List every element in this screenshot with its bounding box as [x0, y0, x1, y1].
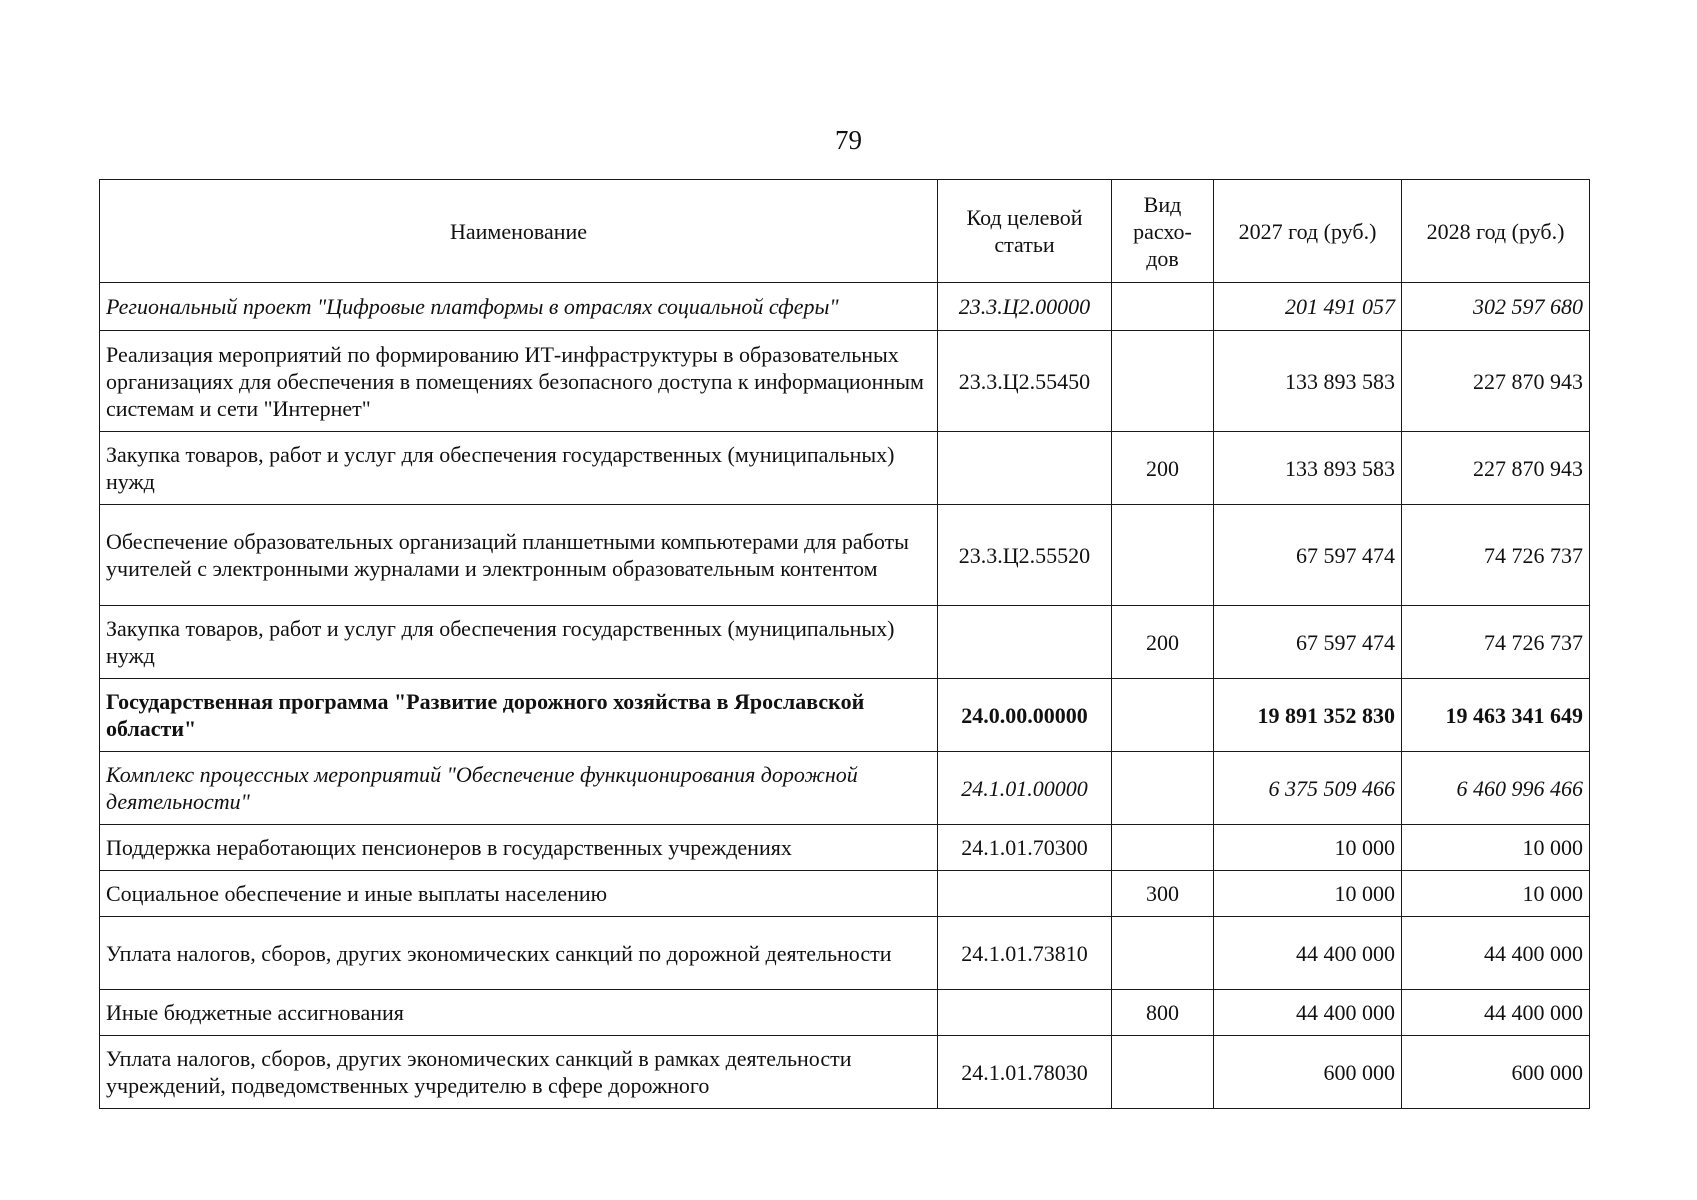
table-row: [100, 606, 1590, 679]
row-name: Региональный проект "Цифровые платформы в отраслях социальной сферы": [100, 283, 938, 331]
row-name: Обеспечение образовательных организаций планшетными компьютерами для работы учителей с электронными журналами и электронным образовательным контентом: [100, 505, 938, 606]
row-amount-2027: 600 000: [1214, 1036, 1402, 1109]
row-code: [938, 432, 1112, 505]
row-amount-2027: 44 400 000: [1214, 990, 1402, 1036]
row-amount-2027: 6 375 509 466: [1214, 752, 1402, 825]
row-amount-2027: 10 000: [1214, 825, 1402, 871]
row-code: [938, 871, 1112, 917]
row-name: Социальное обеспечение и иные выплаты населению: [100, 871, 938, 917]
row-amount-2028: 74 726 737: [1402, 606, 1590, 679]
table-body: [100, 283, 1590, 1109]
header-name: Наименование: [100, 180, 938, 283]
row-amount-2028: 10 000: [1402, 825, 1590, 871]
table-row: [100, 432, 1590, 505]
row-amount-2027: 67 597 474: [1214, 606, 1402, 679]
row-expense-type: [1112, 505, 1214, 606]
row-amount-2028: 600 000: [1402, 1036, 1590, 1109]
table-row: [100, 679, 1590, 752]
row-code: [938, 606, 1112, 679]
row-amount-2028: 6 460 996 466: [1402, 752, 1590, 825]
row-expense-type: [1112, 825, 1214, 871]
row-expense-type: [1112, 1036, 1214, 1109]
row-name: Поддержка неработающих пенсионеров в государственных учреждениях: [100, 825, 938, 871]
row-code: 23.3.Ц2.55520: [938, 505, 1112, 606]
budget-table: [99, 179, 1590, 1109]
table-row: [100, 825, 1590, 871]
table-row: [100, 871, 1590, 917]
row-code: 24.0.00.00000: [938, 679, 1112, 752]
row-expense-type: 200: [1112, 432, 1214, 505]
row-name: Уплата налогов, сборов, других экономических санкций по дорожной деятельности: [100, 917, 938, 990]
table-row: [100, 283, 1590, 331]
row-amount-2027: 19 891 352 830: [1214, 679, 1402, 752]
row-expense-type: [1112, 331, 1214, 432]
row-code: 24.1.01.00000: [938, 752, 1112, 825]
row-code: 23.3.Ц2.00000: [938, 283, 1112, 331]
header-kind: Вид расхо-дов: [1112, 180, 1214, 283]
row-amount-2028: 44 400 000: [1402, 917, 1590, 990]
table-row: [100, 1036, 1590, 1109]
table-row: [100, 917, 1590, 990]
row-expense-type: [1112, 917, 1214, 990]
row-expense-type: [1112, 283, 1214, 331]
row-name: Комплекс процессных мероприятий "Обеспечение функционирования дорожной деятельности": [100, 752, 938, 825]
row-amount-2027: 133 893 583: [1214, 331, 1402, 432]
table-row: [100, 505, 1590, 606]
row-name: Иные бюджетные ассигнования: [100, 990, 938, 1036]
row-amount-2028: 19 463 341 649: [1402, 679, 1590, 752]
row-amount-2028: 302 597 680: [1402, 283, 1590, 331]
row-amount-2028: 10 000: [1402, 871, 1590, 917]
row-amount-2028: 74 726 737: [1402, 505, 1590, 606]
row-code: 24.1.01.70300: [938, 825, 1112, 871]
row-amount-2027: 201 491 057: [1214, 283, 1402, 331]
row-name: Уплата налогов, сборов, других экономических санкций в рамках деятельности учреждений, подведомственных учредителю в сфере дорожного: [100, 1036, 938, 1109]
header-year-2028: 2028 год (руб.): [1402, 180, 1590, 283]
table-row: [100, 752, 1590, 825]
row-amount-2027: 133 893 583: [1214, 432, 1402, 505]
row-amount-2027: 10 000: [1214, 871, 1402, 917]
row-amount-2028: 44 400 000: [1402, 990, 1590, 1036]
row-expense-type: 800: [1112, 990, 1214, 1036]
page-number: 79: [835, 125, 862, 155]
row-name: Закупка товаров, работ и услуг для обеспечения государственных (муниципальных) нужд: [100, 432, 938, 505]
row-code: 23.3.Ц2.55450: [938, 331, 1112, 432]
row-name: Закупка товаров, работ и услуг для обеспечения государственных (муниципальных) нужд: [100, 606, 938, 679]
header-year-2027: 2027 год (руб.): [1214, 180, 1402, 283]
row-expense-type: [1112, 752, 1214, 825]
row-amount-2027: 67 597 474: [1214, 505, 1402, 606]
row-name: Государственная программа "Развитие дорожного хозяйства в Ярославской области": [100, 679, 938, 752]
row-expense-type: 200: [1112, 606, 1214, 679]
row-amount-2027: 44 400 000: [1214, 917, 1402, 990]
row-code: 24.1.01.73810: [938, 917, 1112, 990]
row-amount-2028: 227 870 943: [1402, 331, 1590, 432]
row-expense-type: [1112, 679, 1214, 752]
table-row: [100, 990, 1590, 1036]
row-name: Реализация мероприятий по формированию ИТ-инфраструктуры в образовательных организациях для обеспечения в помещениях безопасного доступа к информационным системам и сети "Интернет": [100, 331, 938, 432]
row-code: 24.1.01.78030: [938, 1036, 1112, 1109]
header-code: Код целевой статьи: [938, 180, 1112, 283]
table-row: [100, 331, 1590, 432]
row-expense-type: 300: [1112, 871, 1214, 917]
row-amount-2028: 227 870 943: [1402, 432, 1590, 505]
table-header-row: [100, 180, 1590, 283]
row-code: [938, 990, 1112, 1036]
